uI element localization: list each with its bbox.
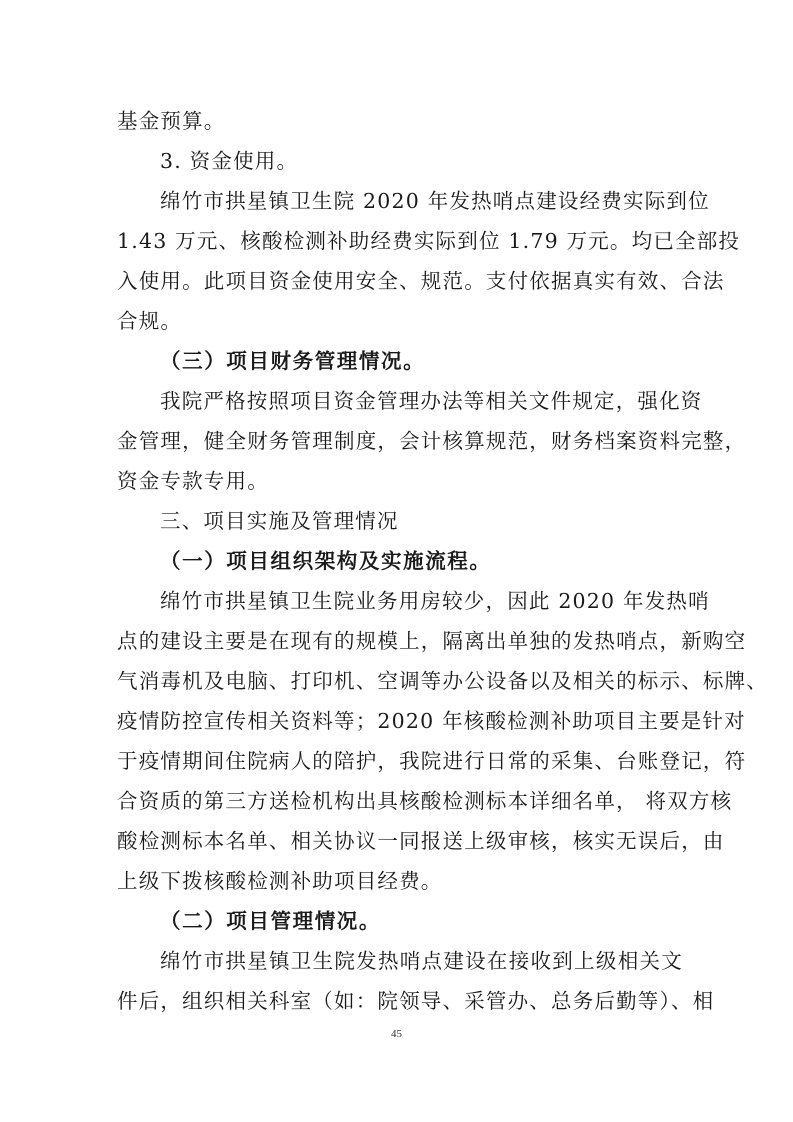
section-heading: （三）项目财务管理情况。 bbox=[160, 349, 426, 373]
text-line: 基金预算。 bbox=[117, 109, 226, 133]
paragraph-line: 1.43 万元、核酸检测补助经费实际到位 1.79 万元。均已全部投 bbox=[117, 229, 741, 253]
page-number: 45 bbox=[391, 1028, 402, 1040]
paragraph-line: 金管理，健全财务管理制度，会计核算规范，财务档案资料完整， bbox=[117, 429, 747, 453]
paragraph-line: 气消毒机及电脑、打印机、空调等办公设备以及相关的标示、标牌、 bbox=[117, 669, 768, 693]
paragraph-line: 我院严格按照项目资金管理办法等相关文件规定，强化资 bbox=[160, 389, 703, 413]
paragraph-line: 资金专款专用。 bbox=[117, 469, 269, 493]
paragraph-line: 绵竹市拱星镇卫生院业务用房较少，因此 2020 年发热哨 bbox=[160, 589, 710, 613]
paragraph-line: 合资质的第三方送检机构出具核酸检测标本详细名单， 将双方核 bbox=[117, 789, 733, 813]
paragraph-line: 入使用。此项目资金使用安全、规范。支付依据真实有效、合法 bbox=[117, 269, 725, 293]
paragraph-line: 于疫情期间住院病人的陪护，我院进行日常的采集、台账登记，符 bbox=[117, 749, 747, 773]
subsection-heading: 3. 资金使用。 bbox=[160, 149, 299, 173]
section-heading: （二）项目管理情况。 bbox=[160, 909, 381, 933]
chapter-heading: 三、项目实施及管理情况 bbox=[160, 509, 399, 533]
paragraph-line: 绵竹市拱星镇卫生院发热哨点建设在接收到上级相关文 bbox=[160, 949, 683, 973]
paragraph-line: 合规。 bbox=[117, 309, 183, 333]
paragraph-line: 绵竹市拱星镇卫生院 2020 年发热哨点建设经费实际到位 bbox=[160, 189, 710, 213]
section-heading: （一）项目组织架构及实施流程。 bbox=[160, 549, 492, 573]
paragraph-line: 酸检测标本名单、相关协议一同报送上级审核，核实无误后，由 bbox=[117, 829, 725, 853]
paragraph-line: 疫情防控宣传相关资料等；2020 年核酸检测补助项目主要是针对 bbox=[117, 709, 746, 733]
paragraph-line: 上级下拨核酸检测补助项目经费。 bbox=[117, 869, 443, 893]
paragraph-line: 件后，组织相关科室（如：院领导、采管办、总务后勤等）、相 bbox=[117, 989, 715, 1013]
paragraph-line: 点的建设主要是在现有的规模上，隔离出单独的发热哨点，新购空 bbox=[117, 629, 747, 653]
